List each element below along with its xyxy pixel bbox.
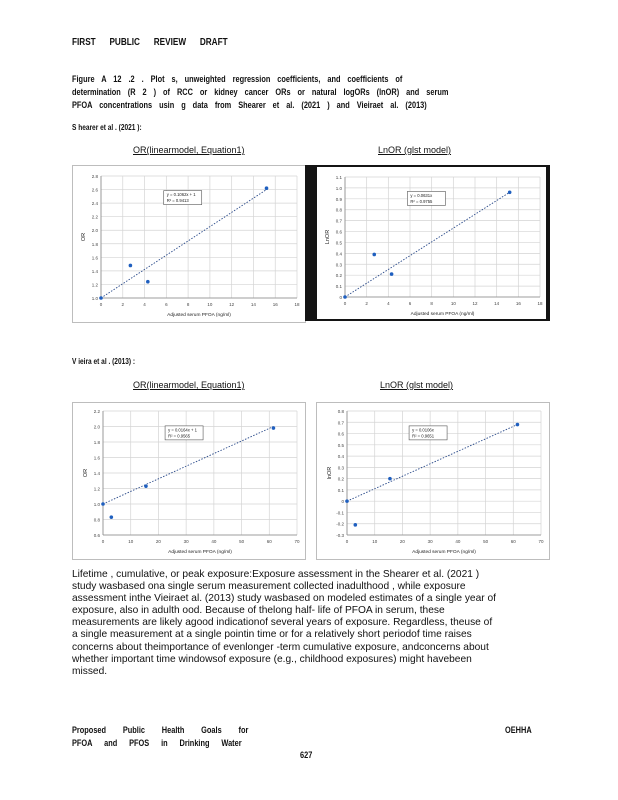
chart-shearer-lnor: [305, 165, 550, 321]
y-tick-label: 1.6: [93, 455, 100, 461]
y-tick-label: -0.3: [336, 533, 344, 538]
x-tick-label: 14: [494, 301, 500, 306]
data-point: [372, 253, 376, 257]
data-point: [101, 502, 105, 506]
y-tick-label: 0: [341, 499, 344, 505]
x-tick-label: 40: [211, 539, 217, 544]
x-axis-label: Adjusted serum PFOA (ng/ml): [410, 312, 475, 317]
chart-panel-shearer-or: [72, 165, 306, 323]
data-point: [110, 515, 114, 519]
y-tick-label: 0.6: [93, 533, 100, 538]
x-tick-label: 4: [387, 301, 390, 306]
data-point: [99, 296, 103, 300]
y-tick-label: 1.0: [93, 502, 100, 507]
y-tick-label: 0.6: [335, 229, 342, 235]
x-tick-label: 60: [266, 539, 272, 544]
y-tick-label: 1.0: [91, 296, 98, 301]
y-tick-label: 0: [339, 295, 342, 300]
body-paragraph: Lifetime , cumulative, or peak exposure:Exposure assessment in the Shearer et al. (2021 ) study wasbased ona single serum measurement collected inadulthood , while exposure assessment inthe Vieiraet al. (2013) study wasbased on modeled estimates of a single year of exposure, also in adulth ood. Because of thelong half- life of PFOA in serum, these measurements are likely agood indicationof several years of exposure. Regardless, theuse of a single measurement at a single pointin time or for a relatively short periodof time raises concerns about theimportance of evenlonger -term cumulative exposure, andconcerns about whether important time windowsof exposure (e.g., childhood exposures) might havebeen missed.: [72, 569, 496, 677]
data-point: [129, 264, 133, 268]
panel-title-lnor-shearer: LnOR (glst model): [378, 145, 452, 155]
equation-text: y = 0.0631x: [410, 192, 433, 198]
chart-vieira-or: [73, 403, 305, 559]
y-tick-label: 2.6: [91, 187, 98, 193]
y-tick-label: 0.7: [337, 420, 344, 426]
panel-title-lnor-vieira: LnOR (glst model): [380, 380, 454, 390]
data-point: [265, 186, 269, 190]
y-tick-label: 0.4: [335, 251, 342, 257]
chart-panel-shearer-lnor: [305, 165, 550, 321]
x-tick-label: 6: [165, 302, 168, 307]
y-tick-label: 1.8: [91, 241, 98, 247]
x-tick-label: 2: [365, 301, 368, 306]
y-tick-label: 1.8: [93, 440, 100, 445]
y-tick-label: 1.4: [93, 471, 100, 476]
y-tick-label: 0.6: [337, 431, 344, 437]
x-tick-label: 0: [101, 539, 105, 544]
x-tick-label: 0: [99, 302, 103, 307]
x-axis-label: Adjusted serum PFOA (ng/ml): [412, 550, 476, 555]
x-tick-label: 2: [121, 302, 125, 307]
page-number: 627: [300, 750, 313, 760]
y-tick-label: 0.7: [335, 218, 342, 224]
x-tick-label: 50: [483, 539, 489, 544]
x-tick-label: 40: [455, 539, 461, 544]
y-tick-label: -0.1: [336, 510, 344, 516]
chart-panel-vieira-lnor: [316, 402, 550, 560]
x-tick-label: 8: [430, 301, 433, 306]
figure-caption-line-3: PFOA concentrations usin g data from Shearer et al. (2021 ) and Vieiraet al. (2013): [72, 100, 427, 110]
y-tick-label: 0.5: [335, 240, 342, 246]
x-tick-label: 70: [538, 539, 544, 544]
footer-left-line-1: Proposed Public Health Goals for: [72, 725, 249, 735]
x-tick-label: 10: [372, 539, 378, 544]
y-tick-label: 1.6: [91, 255, 98, 261]
chart-vieira-lnor: [317, 403, 549, 559]
x-tick-label: 16: [515, 301, 521, 306]
x-tick-label: 12: [472, 301, 478, 306]
x-tick-label: 50: [239, 539, 245, 544]
y-axis-label: OR: [81, 232, 87, 242]
data-point: [146, 280, 150, 284]
figure-caption-line-1: Figure A 12 .2 . Plot s, unweighted regression coefficients, and coefficients of: [72, 74, 403, 84]
y-tick-label: 1.2: [91, 282, 98, 288]
x-tick-label: 14: [250, 302, 256, 307]
x-tick-label: 20: [399, 539, 405, 544]
y-tick-label: 2.0: [93, 424, 100, 430]
y-tick-label: 0.9: [335, 196, 342, 202]
x-tick-label: 30: [427, 539, 433, 544]
data-point: [354, 523, 358, 527]
y-tick-label: 1.1: [335, 175, 342, 180]
equation-text: R² = 0.9413: [166, 198, 189, 204]
figure-caption-line-2: determination (R 2 ) of RCC or kidney cancer ORs or natural logORs (lnOR) and serum: [72, 87, 449, 97]
x-tick-label: 30: [183, 539, 189, 544]
x-axis-label: Adjusted serum PFOA (ng/ml): [167, 313, 231, 318]
footer-left-line-2: PFOA and PFOS in Drinking Water: [72, 738, 242, 748]
x-tick-label: 0: [345, 539, 349, 544]
data-point: [345, 499, 349, 503]
chart-shearer-or: [73, 166, 305, 322]
x-tick-label: 18: [537, 301, 543, 306]
x-tick-label: 10: [128, 539, 134, 544]
data-point: [272, 426, 276, 430]
y-axis-label: LnOR: [325, 229, 331, 245]
y-axis-label: OR: [83, 468, 89, 478]
x-tick-label: 20: [155, 539, 161, 544]
y-tick-label: 0.4: [337, 454, 344, 460]
x-tick-label: 18: [294, 302, 300, 307]
x-tick-label: 6: [408, 301, 412, 306]
x-tick-label: 60: [510, 539, 516, 544]
x-tick-label: 4: [143, 302, 146, 307]
x-tick-label: 12: [229, 302, 235, 307]
panel-title-or-vieira: OR(linearmodel, Equation1): [133, 380, 245, 390]
x-tick-label: 70: [294, 539, 300, 544]
y-tick-label: 0.1: [337, 487, 344, 493]
x-tick-label: 16: [272, 302, 278, 307]
y-tick-label: 0.5: [337, 442, 344, 448]
y-tick-label: 0.2: [337, 476, 344, 482]
y-tick-label: 1.0: [335, 185, 342, 191]
y-tick-label: 0.8: [335, 207, 342, 213]
chart-panel-vieira-or: [72, 402, 306, 560]
equation-text: R² = 0.9651: [412, 433, 435, 439]
data-point: [388, 477, 392, 481]
data-point: [144, 484, 148, 488]
equation-text: R² = 0.9755: [410, 198, 433, 204]
shearer-section-label: S hearer et al . (2021 ):: [72, 123, 142, 132]
y-tick-label: 0.3: [335, 262, 342, 268]
y-tick-label: 0.8: [93, 517, 100, 523]
y-tick-label: 0.8: [337, 409, 344, 414]
data-point: [343, 295, 347, 299]
panel-title-or-shearer: OR(linearmodel, Equation1): [133, 145, 245, 155]
x-tick-label: 8: [186, 302, 190, 307]
y-tick-label: 1.4: [91, 268, 98, 274]
x-tick-label: 0: [343, 301, 347, 306]
y-tick-label: 0.2: [335, 273, 342, 279]
data-point: [508, 190, 512, 194]
x-tick-label: 10: [450, 301, 456, 306]
data-point: [516, 423, 520, 427]
y-tick-label: 2.4: [91, 201, 98, 207]
y-tick-label: 2.0: [91, 228, 98, 234]
y-tick-label: 1.2: [93, 486, 100, 492]
y-tick-label: -0.2: [336, 521, 344, 527]
y-tick-label: 0.1: [335, 284, 342, 290]
data-point: [390, 272, 394, 276]
x-tick-label: 10: [207, 302, 213, 307]
y-axis-label: lnOR: [327, 466, 333, 480]
y-tick-label: 2.2: [93, 409, 100, 414]
y-tick-label: 2.8: [91, 174, 98, 179]
equation-text: R² = 0.9565: [168, 433, 191, 439]
vieira-section-label: V ieira et al . (2013) :: [72, 357, 136, 366]
y-tick-label: 2.2: [91, 214, 98, 220]
y-tick-label: 0.3: [337, 465, 344, 471]
x-axis-label: Adjusted serum PFOA (ng/ml): [168, 550, 232, 555]
equation-text: y = 0.0164x + 1: [168, 427, 197, 433]
equation-text: y = 0.0106x: [412, 427, 434, 433]
document-header: FIRST PUBLIC REVIEW DRAFT: [72, 37, 228, 48]
footer-right: OEHHA: [505, 725, 532, 735]
equation-text: y = 0.1062x + 1: [166, 192, 196, 198]
